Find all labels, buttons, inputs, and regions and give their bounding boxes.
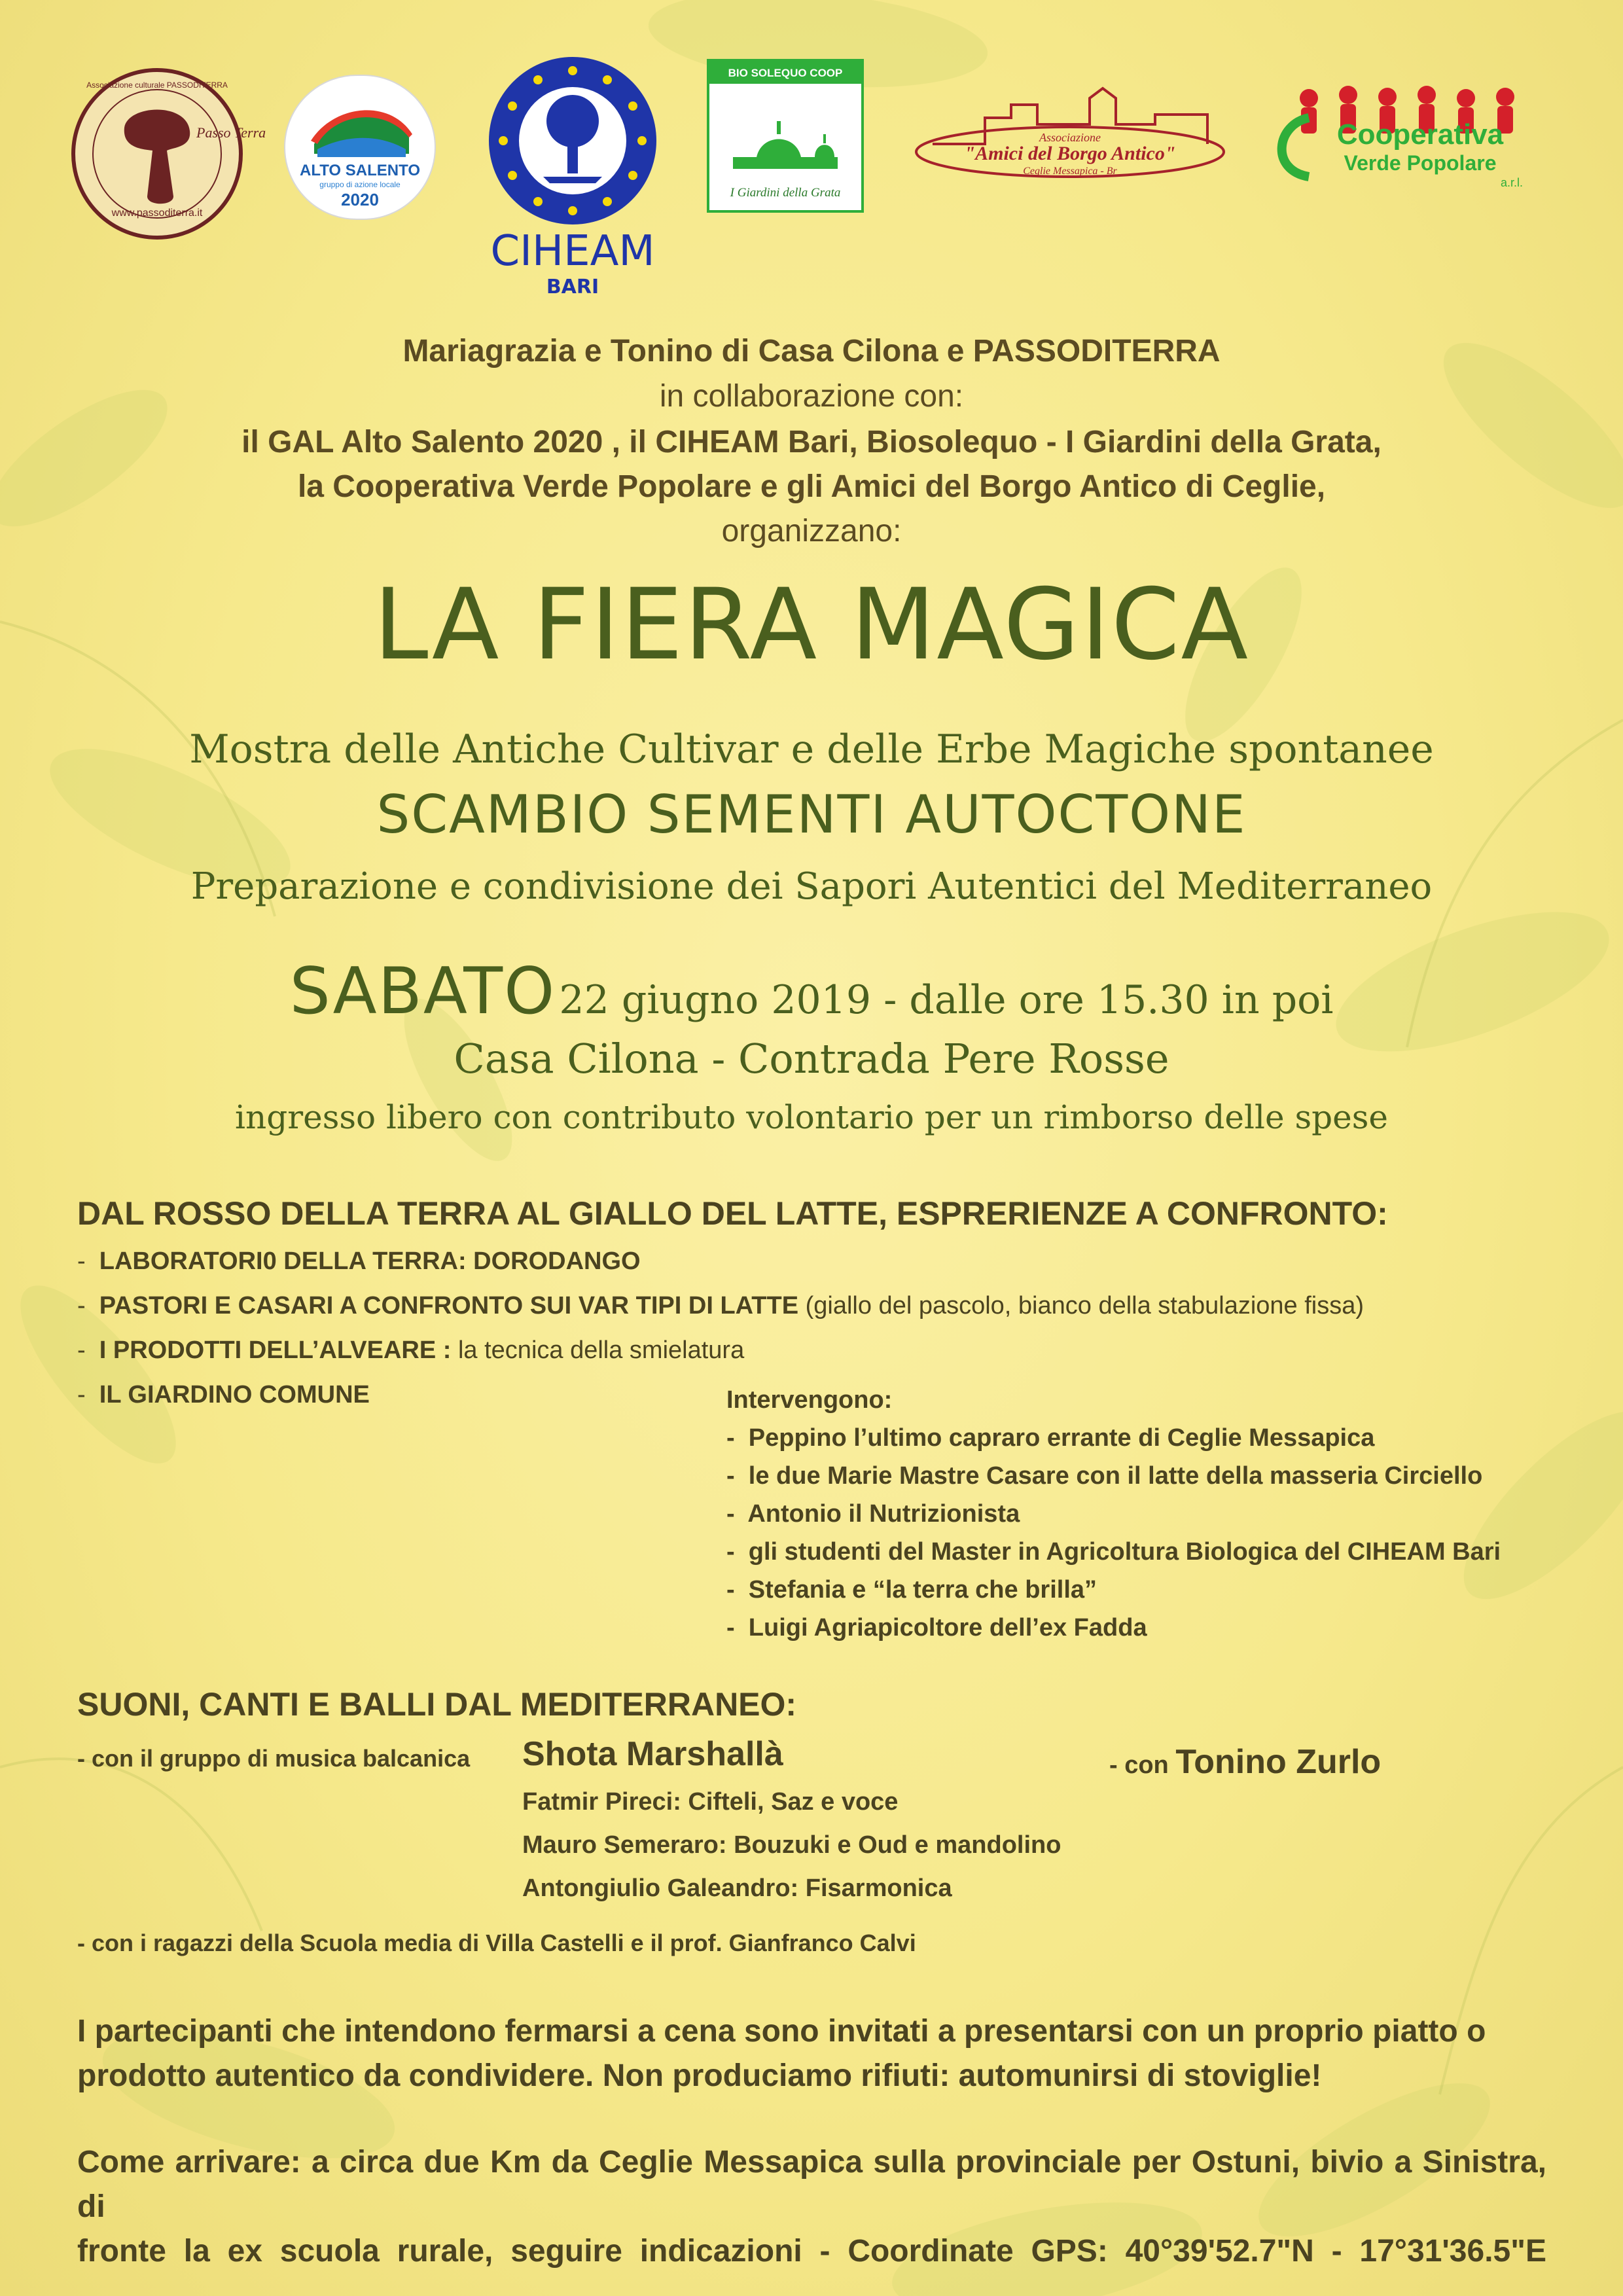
dinner-note-line: I partecipanti che intendono fermarsi a cena sono invitati a presentarsi con un proprio piatto o <box>77 2014 1486 2049</box>
subtitle-flavours: Preparazione e condivisione dei Sapori Autentici del Mediterraneo <box>190 865 1433 908</box>
guest-intro: - con Tonino Zurlo <box>1109 1743 1382 1781</box>
intro-organizers: Mariagrazia e Tonino di Casa Cilona e PASSODITERRA <box>402 334 1221 368</box>
speaker-item: - Stefania e “la terra che brilla” <box>726 1576 1097 1604</box>
intro-partners-1: il GAL Alto Salento 2020 , il CIHEAM Bari, Biosolequo - I Giardini della Grata, <box>241 425 1382 459</box>
svg-text:2020: 2020 <box>341 190 379 209</box>
svg-text:CIHEAM: CIHEAM <box>490 227 655 276</box>
svg-text:Verde Popolare: Verde Popolare <box>1344 151 1497 175</box>
speakers-label: Intervengono: <box>726 1386 893 1414</box>
directions <box>77 2140 1546 2274</box>
list-item: - LABORATORI0 DELLA TERRA: DORODANGO <box>77 1247 641 1275</box>
music-group-intro: - con il gruppo di musica balcanica <box>77 1745 471 1772</box>
guest-name: Tonino Zurlo <box>1175 1743 1382 1781</box>
section-heading-experiences: DAL ROSSO DELLA TERRA AL GIALLO DEL LATTE, ESPRERIENZE A CONFRONTO: <box>77 1195 1388 1232</box>
svg-text:Ceglie Messapica - Br: Ceglie Messapica - Br <box>1023 166 1117 177</box>
school-participants: - con i ragazzi della Scuola media di Villa Castelli e il prof. Gianfranco Calvi <box>77 1929 916 1956</box>
event-place: Casa Cilona - Contrada Pere Rosse <box>454 1035 1169 1083</box>
event-day: SABATO <box>289 954 556 1029</box>
band-member: Fatmir Pireci: Cifteli, Saz e voce <box>522 1788 899 1816</box>
svg-text:www.passoditerra.it: www.passoditerra.it <box>111 207 203 219</box>
list-item-detail: la tecnica della smielatura <box>451 1336 745 1364</box>
speaker-item: - Luigi Agriapicoltore dell’ex Fadda <box>726 1614 1147 1641</box>
biosolequo-logo <box>707 59 864 213</box>
list-item: - I PRODOTTI DELL’ALVEARE : la tecnica della smielatura <box>77 1336 745 1364</box>
svg-text:I Giardini della Grata: I Giardini della Grata <box>730 186 841 200</box>
subtitle-exhibition: Mostra delle Antiche Cultivar e delle Erbe Magiche spontanee <box>189 726 1434 772</box>
list-item: - IL GIARDINO COMUNE <box>77 1381 370 1408</box>
directions-line: Come arrivare: a circa due Km da Ceglie Messapica sulla provinciale per Ostuni, bivio a Sinistra, di <box>77 2145 1546 2224</box>
svg-text:BIO SOLEQUO COOP: BIO SOLEQUO COOP <box>728 67 843 79</box>
section-heading-music: SUONI, CANTI E BALLI DAL MEDITERRANEO: <box>77 1686 797 1723</box>
subtitle-seed-exchange: SCAMBIO SEMENTI AUTOCTONE <box>376 784 1247 845</box>
band-member: Mauro Semeraro: Bouzuki e Oud e mandolino <box>522 1831 1061 1859</box>
borgo-antico-logo <box>906 79 1234 196</box>
speaker-item: - Antonio il Nutrizionista <box>726 1500 1020 1528</box>
svg-text:Associazione: Associazione <box>1039 131 1101 144</box>
passoditerra-logo <box>69 65 266 242</box>
speaker-item: - gli studenti del Master in Agricoltura Biologica del CIHEAM Bari <box>726 1538 1501 1566</box>
music-group-name: Shota Marshallà <box>522 1735 783 1773</box>
list-item-title: I PRODOTTI DELL’ALVEARE : <box>99 1336 452 1364</box>
event-title: LA FIERA MAGICA <box>373 568 1250 682</box>
intro-organize: organizzano: <box>721 514 902 548</box>
verde-popolare-logo <box>1263 79 1538 193</box>
list-item: - PASTORI E CASARI A CONFRONTO SUI VAR TIPI DI LATTE (giallo del pascolo, bianco della stabulazione fissa) <box>77 1292 1364 1319</box>
svg-text:"Amici del Borgo Antico": "Amici del Borgo Antico" <box>964 143 1176 164</box>
list-item-title: PASTORI E CASARI A CONFRONTO SUI VAR TIPI DI LATTE <box>99 1292 799 1319</box>
event-date-time: 22 giugno 2019 - dalle ore 15.30 in poi <box>559 977 1334 1023</box>
dinner-note-line: prodotto autentico da condividere. Non produciamo rifiuti: automunirsi di stoviglie! <box>77 2058 1322 2093</box>
event-entry: ingresso libero con contributo volontario per un rimborso delle spese <box>235 1098 1388 1136</box>
list-item-title: IL GIARDINO COMUNE <box>99 1381 370 1408</box>
svg-text:Passo Terra: Passo Terra <box>196 124 266 141</box>
svg-text:gruppo di azione locale: gruppo di azione locale <box>319 180 401 189</box>
svg-text:Associazione culturale PASSODI: Associazione culturale PASSODITERRA <box>86 81 228 90</box>
svg-text:a.r.l.: a.r.l. <box>1500 176 1524 189</box>
band-member: Antongiulio Galeandro: Fisarmonica <box>522 1874 952 1902</box>
list-item-title: LABORATORI0 DELLA TERRA: DORODANGO <box>99 1247 641 1275</box>
alto-salento-logo <box>281 72 438 223</box>
intro-partners-2: la Cooperativa Verde Popolare e gli Amici del Borgo Antico di Ceglie, <box>297 469 1326 504</box>
svg-text:ALTO SALENTO: ALTO SALENTO <box>299 162 421 179</box>
speaker-item: - le due Marie Mastre Casare con il latte della masseria Circiello <box>726 1462 1483 1490</box>
directions-line: fronte la ex scuola rurale, seguire indicazioni - Coordinate GPS: 40°39'52.7"N - 17°31'36.5"E <box>77 2234 1546 2269</box>
svg-text:BARI: BARI <box>546 276 599 298</box>
dinner-note <box>77 2009 1546 2098</box>
list-item-detail: (giallo del pascolo, bianco della stabulazione fissa) <box>798 1292 1364 1319</box>
intro-collaboration: in collaborazione con: <box>659 379 964 414</box>
speaker-item: - Peppino l’ultimo capraro errante di Ceglie Messapica <box>726 1424 1375 1452</box>
svg-text:Cooperativa: Cooperativa <box>1336 118 1504 151</box>
ciheam-logo <box>481 52 664 301</box>
